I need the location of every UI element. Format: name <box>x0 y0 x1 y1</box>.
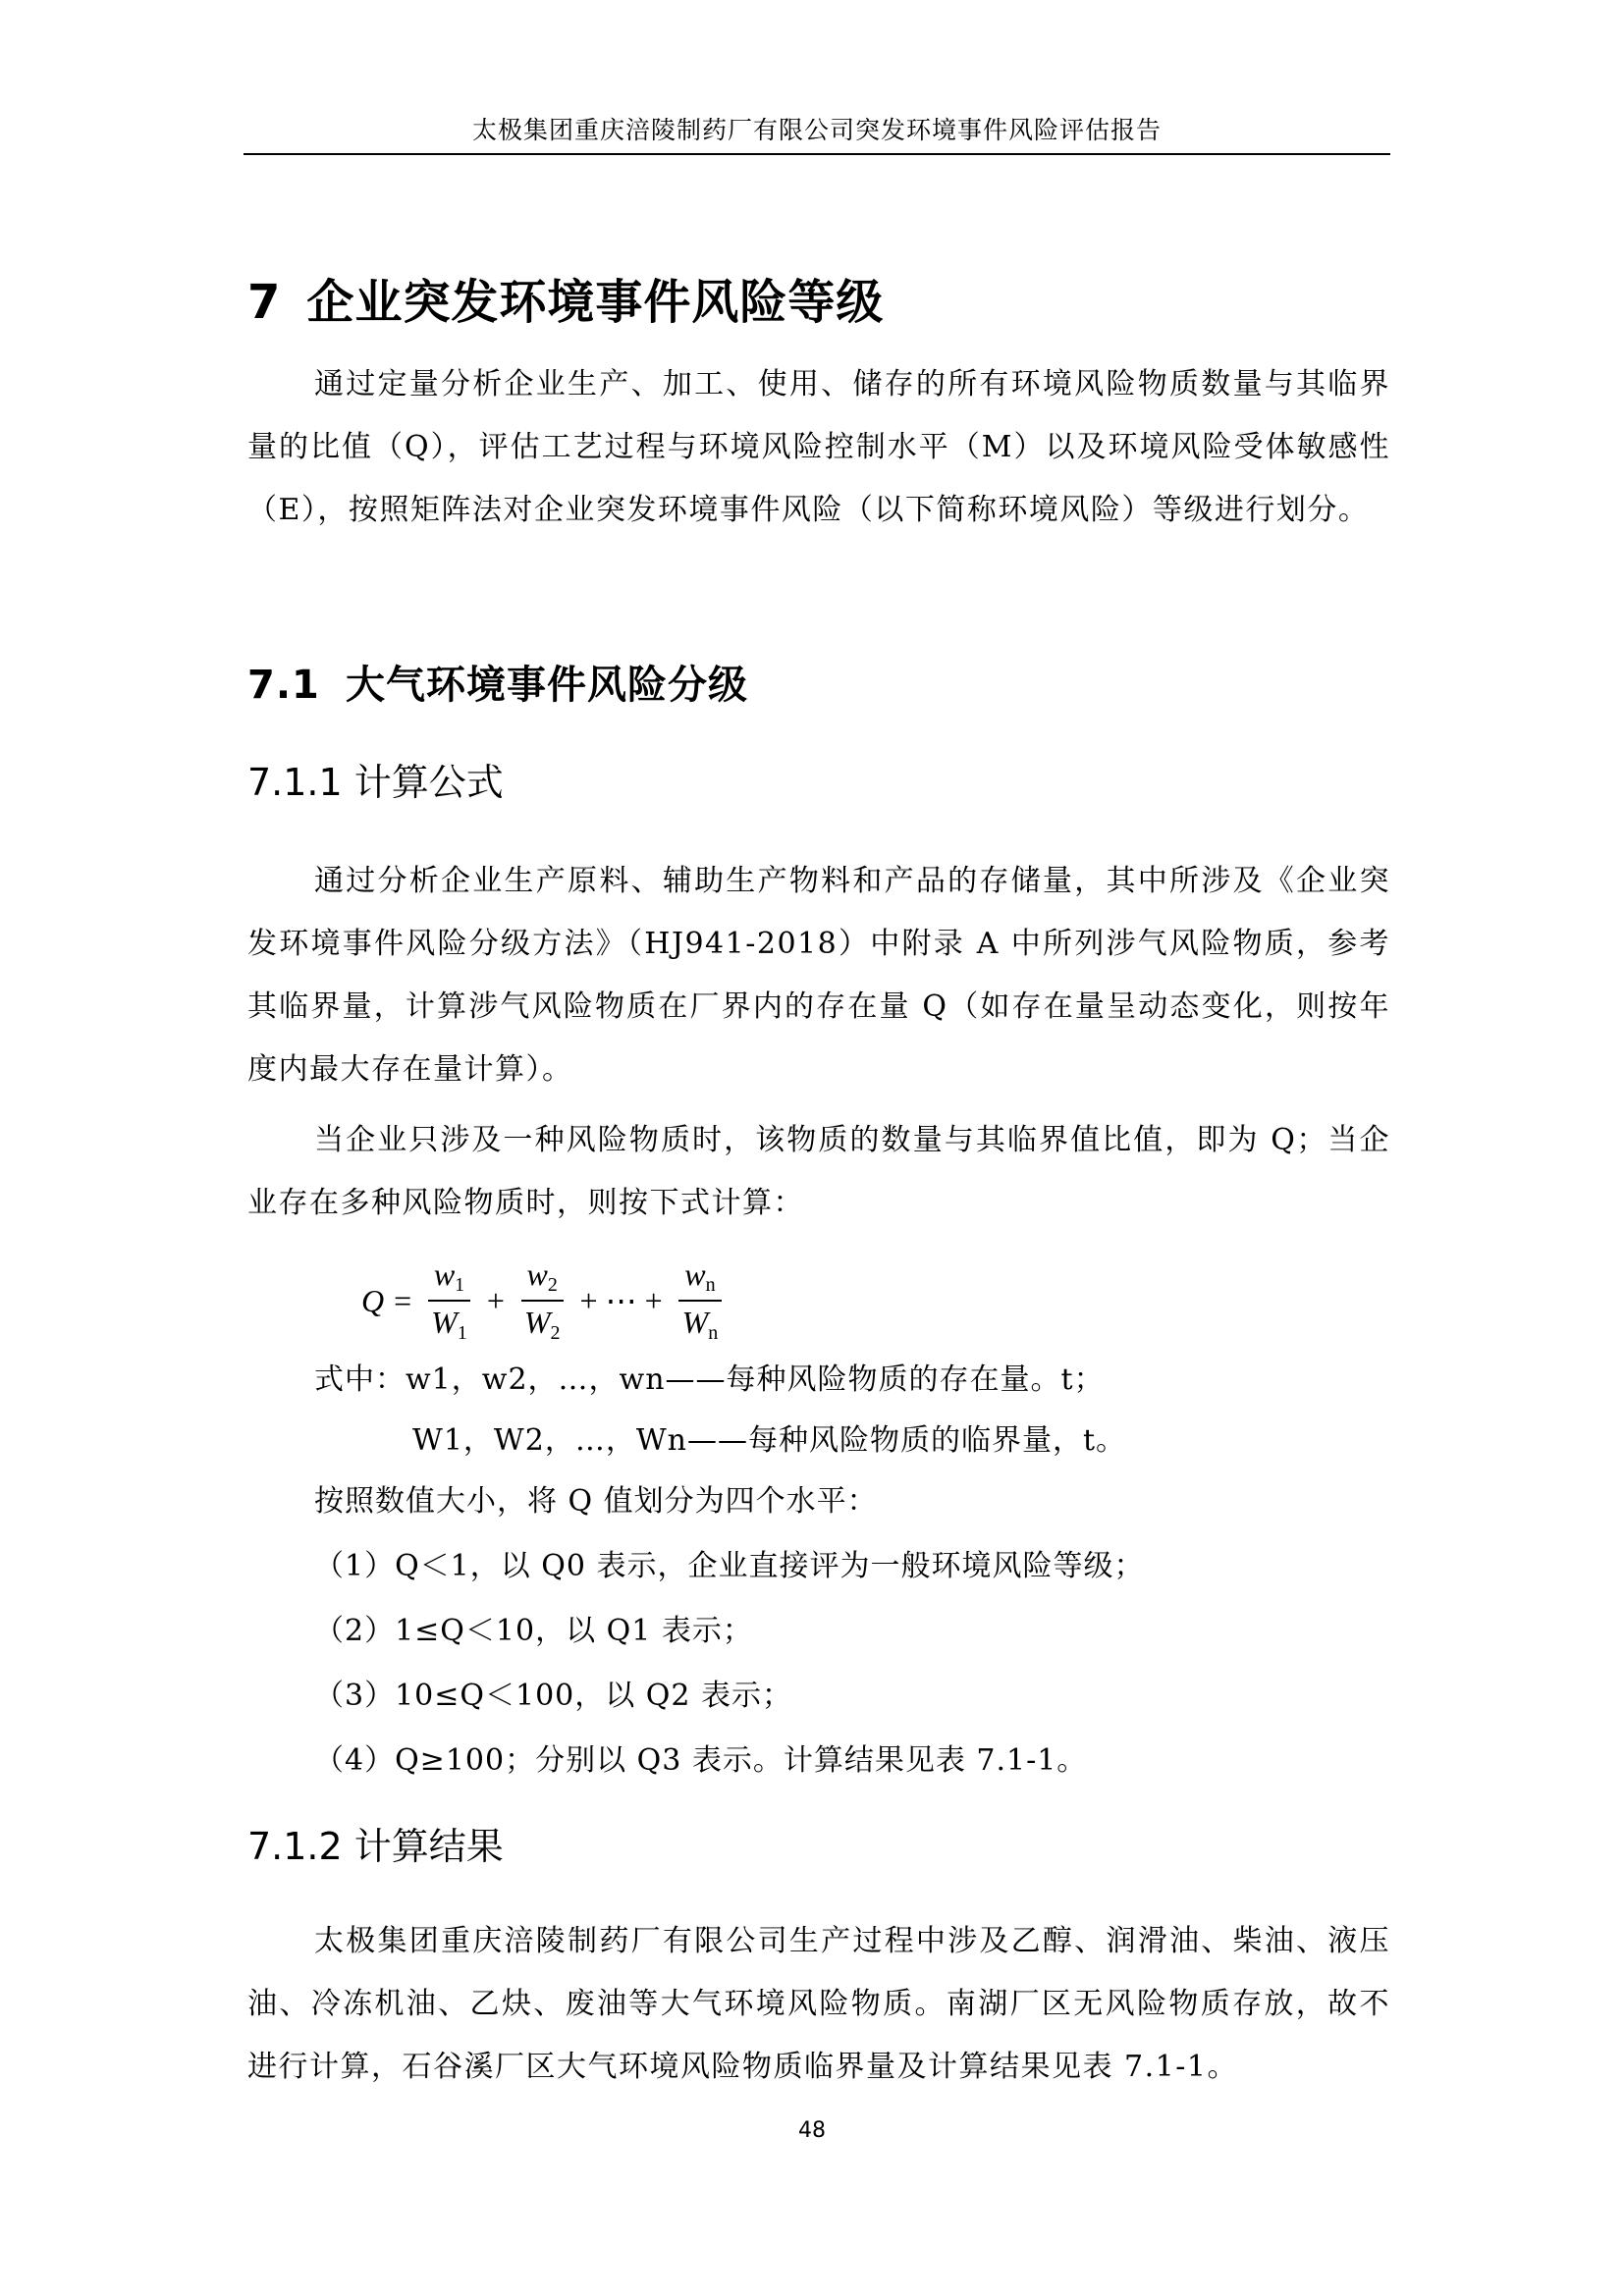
level-item-2: （2）1≤Q＜10，以 Q1 表示； <box>314 1614 753 1648</box>
subsection-heading-7-1-2: 7.1.2 计算结果 <box>247 1825 504 1868</box>
header-divider <box>244 153 1390 155</box>
level-item-1: （1）Q＜1，以 Q0 表示，企业直接评为一般环境风险等级； <box>314 1549 1145 1583</box>
results-paragraph: 太极集团重庆涪陵制药厂有限公司生产过程中涉及乙醇、润滑油、柴油、液压油、冷冻机油、乙炔、废油等大气环境风险物质。南湖厂区无风险物质存放，故不进行计算，石谷溪厂区大气环境风险物质临界量及计算结果见表 7.1-1。 <box>247 1924 1390 2084</box>
level-item-4: （4）Q≥100；分别以 Q3 表示。计算结果见表 7.1-1。 <box>314 1743 1088 1778</box>
fraction-term-1: $\frac{w_1}{W_1}$ <box>425 1256 473 1345</box>
fraction-term-2: $\frac{w_2}{W_2}$ <box>518 1256 567 1345</box>
method-paragraph: 通过分析企业生产原料、辅助生产物料和产品的存储量，其中所涉及《企业突发环境事件风险分级方法》（HJ941-2018）中附录 A 中所列涉气风险物质，参考其临界量，计算涉气风险物质在厂界内的存在量 Q（如存在量呈动态变化，则按年度内最大存在量计算）。 <box>247 864 1390 1087</box>
formula-lhs: Q <box>361 1282 385 1318</box>
section-number: 7.1 <box>247 663 320 708</box>
formula-ellipsis: + ⋯ + <box>579 1283 663 1318</box>
chapter-number: 7 <box>247 275 282 330</box>
page-number: 48 <box>798 2118 826 2143</box>
subsection-heading-7-1-1: 7.1.1 计算公式 <box>247 761 504 804</box>
levels-intro: 按照数值大小，将 Q 值划分为四个水平： <box>314 1484 878 1519</box>
level-item-3: （3）10≤Q＜100，以 Q2 表示； <box>314 1679 793 1713</box>
section-heading-7-1 <box>247 660 748 711</box>
q-formula <box>361 1247 728 1355</box>
where-line-2: W1，W2，…，Wn——每种风险物质的临界量，t。 <box>412 1423 1127 1458</box>
intro-paragraph: 通过定量分析企业生产、加工、使用、储存的所有环境风险物质数量与其临界量的比值（Q），评估工艺过程与环境风险控制水平（M）以及环境风险受体敏感性（E），按照矩阵法对企业突发环境事件风险（以下简称环境风险）等级进行划分。 <box>247 367 1390 527</box>
formula-plus: + <box>486 1282 505 1318</box>
chapter-title: 企业突发环境事件风险等级 <box>306 275 885 330</box>
formula-equals: = <box>394 1282 412 1318</box>
running-header: 太极集团重庆涪陵制药厂有限公司突发环境事件风险评估报告 <box>471 116 1162 144</box>
formula-intro-paragraph: 当企业只涉及一种风险物质时，该物质的数量与其临界值比值，即为 Q；当企业存在多种风险物质时，则按下式计算： <box>247 1123 1390 1220</box>
chapter-heading <box>247 273 884 332</box>
where-line-1: 式中：w1，w2，…，wn——每种风险物质的存在量。t； <box>314 1362 1105 1397</box>
section-title: 大气环境事件风险分级 <box>346 663 748 708</box>
fraction-term-n: $\frac{w_n}{W_n}$ <box>677 1256 725 1345</box>
